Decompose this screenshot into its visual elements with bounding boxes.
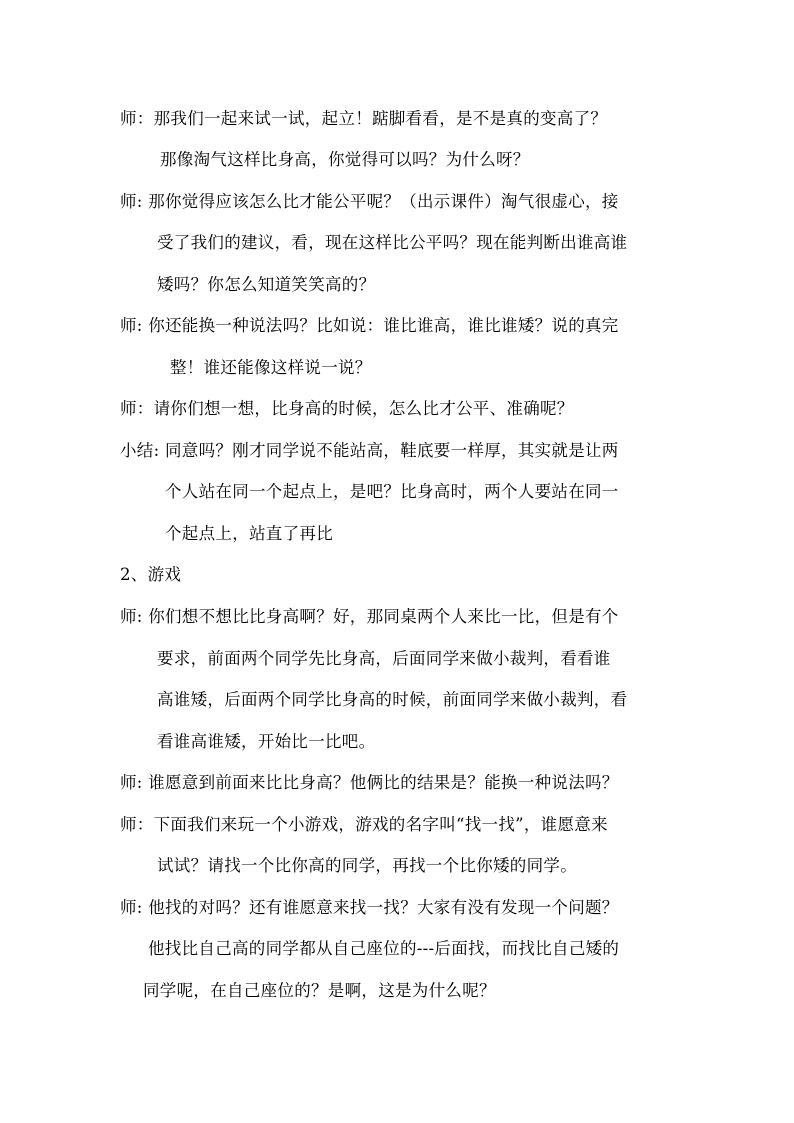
text-line: 那像淘气这样比身高，你觉得可以吗？为什么呀？ [160, 150, 530, 169]
text-line: 师: 谁愿意到前面来比比身高？他俩比的结果是？能换一种说法吗？ [120, 773, 619, 792]
text-line: 试试？请找一个比你高的同学，再找一个比你矮的同学。 [157, 856, 577, 875]
text-line: 个起点上，站直了再比 [165, 524, 333, 543]
section-heading: 2、游戏 [120, 565, 182, 584]
text-line: 师: 你们想不想比比身高啊？好，那同桌两个人来比一比，但是有个 [120, 607, 619, 626]
text-line: 师：那我们一起来试一试，起立！踮脚看看，是不是真的变高了？ [120, 109, 608, 128]
text-line: 矮吗？你怎么知道笑笑高的？ [157, 275, 376, 294]
text-line: 他找比自己高的同学都从自己座位的---后面找，而找比自己矮的 [148, 939, 620, 958]
text-line: 小结: 同意吗？刚才同学说不能站高，鞋底要一样厚，其实就是让两 [120, 441, 619, 460]
text-line: 师: 你还能换一种说法吗？比如说：谁比谁高，谁比谁矮？说的真完 [120, 316, 619, 335]
text-line: 高谁矮，后面两个同学比身高的时候，前面同学来做小裁判，看 [157, 690, 628, 709]
text-line: 同学呢，在自己座位的？是啊，这是为什么呢？ [143, 981, 496, 1000]
text-line: 整！谁还能像这样说一说？ [170, 358, 372, 377]
text-line: 师: 他找的对吗？还有谁愿意来找一找？大家有没有发现一个问题？ [120, 898, 619, 917]
text-line: 师: 那你觉得应该怎么比才能公平呢？（出示课件）淘气很虚心，接 [120, 192, 619, 211]
text-line: 看谁高谁矮，开始比一比吧。 [157, 732, 376, 751]
text-line: 个人站在同一个起点上，是吧？比身高时，两个人要站在同一 [165, 482, 619, 501]
text-line: 要求，前面两个同学先比身高，后面同学来做小裁判，看看谁 [157, 649, 611, 668]
text-line: 师：下面我们来玩一个小游戏，游戏的名字叫“找一找”，谁愿意来 [120, 815, 608, 834]
text-line: 受了我们的建议，看，现在这样比公平吗？现在能判断出谁高谁 [157, 233, 628, 252]
text-line: 师：请你们想一想，比身高的时候，怎么比才公平、准确呢？ [120, 399, 574, 418]
